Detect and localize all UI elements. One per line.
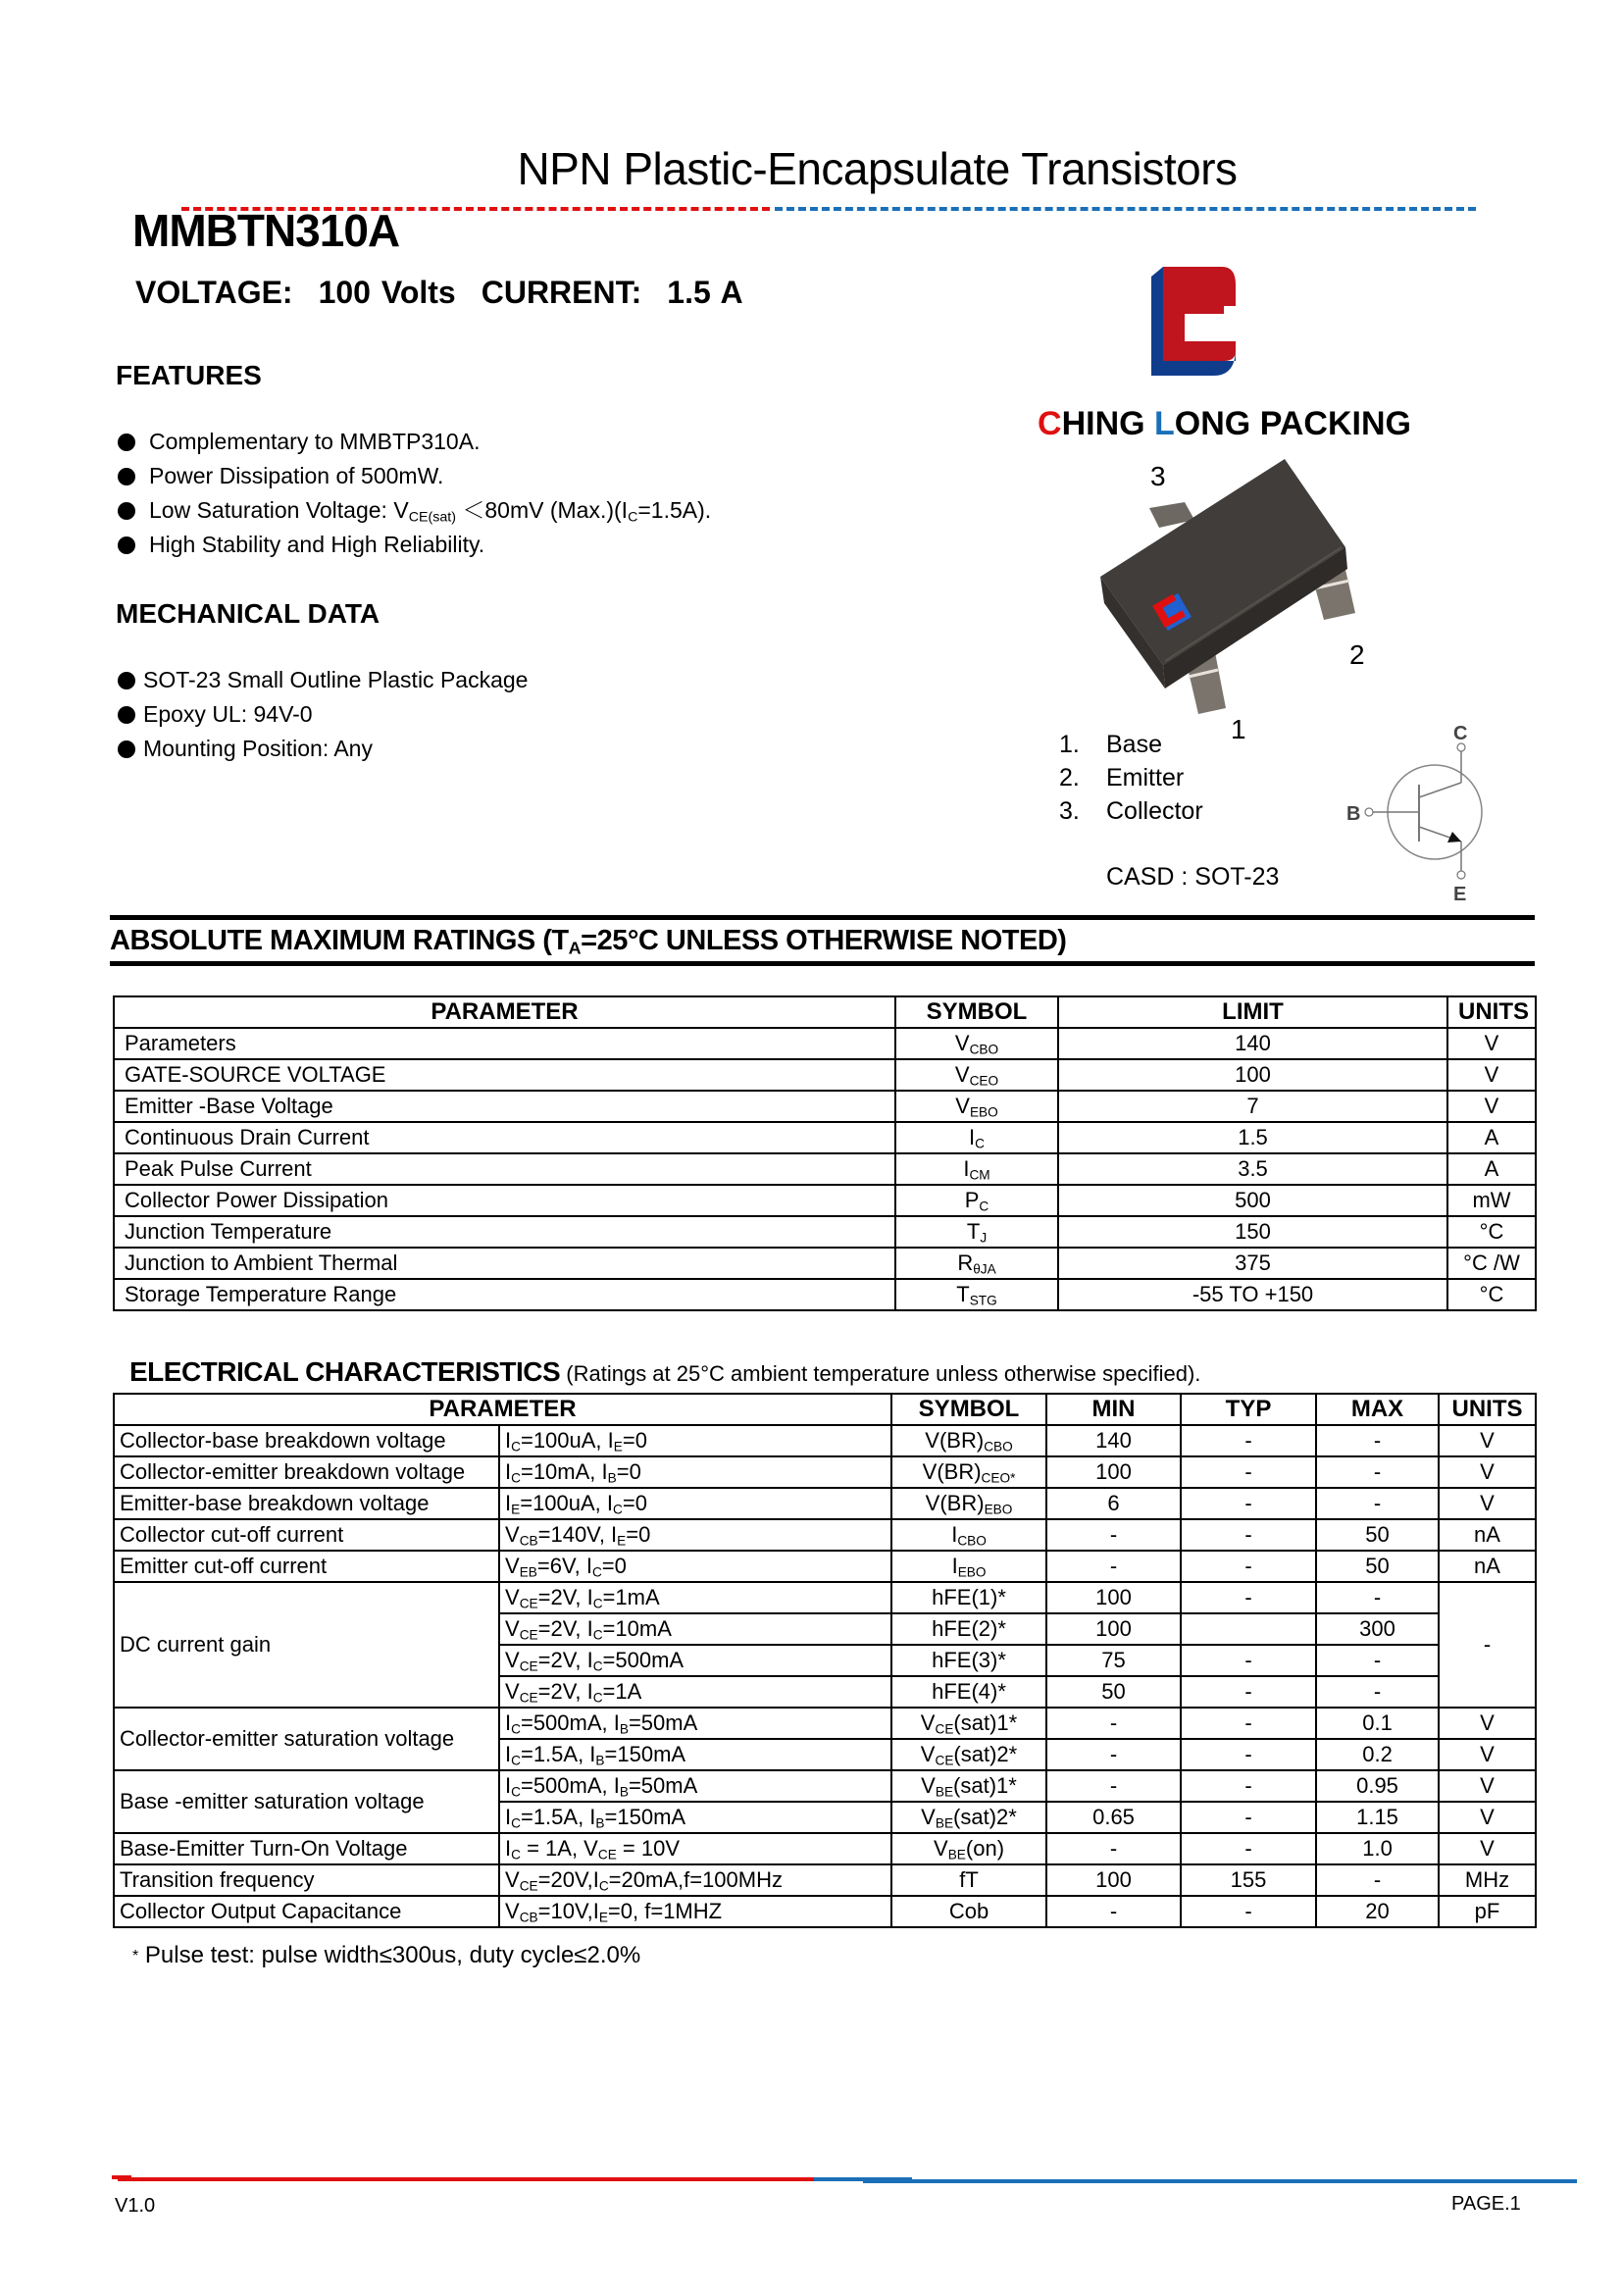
col-header: UNITS: [1439, 1394, 1536, 1425]
condition-cell: $V_{EB}=6V$, $I_C=0$: [499, 1551, 891, 1582]
param-cell: Base -emitter saturation voltage: [114, 1770, 499, 1833]
table-row: [114, 1864, 1536, 1896]
feature-item: Low Saturation Voltage: $V_{CE(sat)} <80mV$ $(Max.)(I_C=1.5A)$.: [118, 493, 711, 528]
mechanical-list: [118, 663, 528, 766]
param-cell: Continuous Drain Current: [114, 1122, 895, 1153]
unit-cell: V: [1439, 1456, 1536, 1488]
mechanical-item: Epoxy UL: 94V-0: [118, 697, 528, 732]
symbol-cell: $V_{CEO}$: [895, 1059, 1058, 1091]
typ-cell: -: [1181, 1802, 1316, 1833]
max-cell: 300: [1316, 1613, 1439, 1645]
symbol-cell: $I_C$: [895, 1122, 1058, 1153]
param-cell: Collector-base breakdown voltage: [114, 1425, 499, 1456]
limit-cell: 500: [1058, 1185, 1447, 1216]
features-list: [118, 425, 711, 562]
param-cell: Emitter cut-off current: [114, 1551, 499, 1582]
emitter-terminal-label: E: [1453, 884, 1467, 905]
param-cell: Collector Output Capacitance: [114, 1896, 499, 1927]
min-cell: -: [1046, 1770, 1181, 1802]
header-divider-blue: [775, 207, 1476, 211]
section-rule-bottom: [110, 961, 1535, 966]
electrical-title: ELECTRICAL CHARACTERISTICS (Ratings at 25°C ambient temperature unless otherwise specified).: [129, 1356, 1201, 1387]
table-row: [114, 1708, 1536, 1739]
page-number: PAGE.1: [1451, 2193, 1521, 2215]
min-cell: -: [1046, 1519, 1181, 1551]
table-header-row: [114, 1394, 1536, 1425]
unit-cell: MHz: [1439, 1864, 1536, 1896]
table-row: [114, 1551, 1536, 1582]
max-cell: -: [1316, 1425, 1439, 1456]
typ-cell: -: [1181, 1676, 1316, 1708]
footer-rule-blue: [863, 2179, 1577, 2183]
symbol-cell: $T_{STG}$: [895, 1279, 1058, 1310]
symbol-cell: hFE(4)*: [891, 1676, 1046, 1708]
limit-cell: 100: [1058, 1059, 1447, 1091]
symbol-cell: $R_{\theta JA}$: [895, 1248, 1058, 1279]
symbol-cell: $V(BR)_{CEO*}$: [891, 1456, 1046, 1488]
col-header: LIMIT: [1058, 996, 1447, 1028]
param-cell: Collector-emitter saturation voltage: [114, 1708, 499, 1770]
param-cell: Emitter-base breakdown voltage: [114, 1488, 499, 1519]
unit-cell: pF: [1439, 1896, 1536, 1927]
min-cell: -: [1046, 1896, 1181, 1927]
mechanical-heading: MECHANICAL DATA: [116, 598, 380, 629]
brand-name: CHING LONG PACKING: [1038, 405, 1411, 442]
document-title: NPN Plastic-Encapsulate Transistors: [517, 143, 1238, 194]
symbol-cell: $P_C$: [895, 1185, 1058, 1216]
pin-item: 2. Emitter: [1059, 764, 1185, 791]
param-cell: Transition frequency: [114, 1864, 499, 1896]
limit-cell: 150: [1058, 1216, 1447, 1248]
symbol-cell: $V_{BE}(on)$: [891, 1833, 1046, 1864]
bullet-icon: [118, 434, 135, 451]
symbol-cell: $V_{EBO}$: [895, 1091, 1058, 1122]
symbol-cell: hFE(2)*: [891, 1613, 1046, 1645]
table-row: [114, 1216, 1536, 1248]
max-cell: 50: [1316, 1519, 1439, 1551]
param-cell: Emitter -Base Voltage: [114, 1091, 895, 1122]
col-header: TYP: [1181, 1394, 1316, 1425]
min-cell: -: [1046, 1739, 1181, 1770]
typ-cell: [1181, 1613, 1316, 1645]
min-cell: 50: [1046, 1676, 1181, 1708]
condition-cell: $I_C=1.5A$, $I_B=150mA$: [499, 1802, 891, 1833]
table-row: [114, 1153, 1536, 1185]
max-cell: -: [1316, 1488, 1439, 1519]
symbol-cell: $I_{EBO}$: [891, 1551, 1046, 1582]
bullet-icon: [118, 740, 135, 758]
symbol-cell: $V_{CE}(sat)1*$: [891, 1708, 1046, 1739]
typ-cell: -: [1181, 1833, 1316, 1864]
unit-cell: °C: [1447, 1216, 1536, 1248]
condition-cell: $I_C=500mA$, $I_B=50mA$: [499, 1708, 891, 1739]
typ-cell: -: [1181, 1896, 1316, 1927]
electrical-body: [114, 1425, 1536, 1927]
pin-item: 3. Collector: [1059, 797, 1203, 825]
table-row: [114, 1488, 1536, 1519]
table-row: [114, 1185, 1536, 1216]
min-cell: 140: [1046, 1425, 1181, 1456]
symbol-cell: hFE(3)*: [891, 1645, 1046, 1676]
max-cell: 20: [1316, 1896, 1439, 1927]
min-cell: 75: [1046, 1645, 1181, 1676]
min-cell: 100: [1046, 1864, 1181, 1896]
table-row: [114, 1582, 1536, 1613]
typ-cell: 155: [1181, 1864, 1316, 1896]
table-row: [114, 1770, 1536, 1802]
base-terminal-label: B: [1346, 803, 1361, 825]
bullet-icon: [118, 706, 135, 724]
param-cell: Storage Temperature Range: [114, 1279, 895, 1310]
symbol-cell: $V_{CE}(sat)2*$: [891, 1739, 1046, 1770]
table-row: [114, 1519, 1536, 1551]
min-cell: 0.65: [1046, 1802, 1181, 1833]
max-cell: -: [1316, 1645, 1439, 1676]
table-row: [114, 1248, 1536, 1279]
condition-cell: $I_C=1.5A$, $I_B=150mA$: [499, 1739, 891, 1770]
case-label: CASD : SOT-23: [1106, 863, 1280, 891]
voltage-label: VOLTAGE:: [135, 275, 293, 310]
table-row: [114, 1028, 1536, 1059]
typ-cell: -: [1181, 1770, 1316, 1802]
table-row: [114, 1122, 1536, 1153]
condition-cell: $I_C=10mA$, $I_B=0$: [499, 1456, 891, 1488]
param-cell: Collector-emitter breakdown voltage: [114, 1456, 499, 1488]
collector-terminal-label: C: [1453, 726, 1468, 744]
param-cell: DC current gain: [114, 1582, 499, 1708]
min-cell: 100: [1046, 1456, 1181, 1488]
table-row: [114, 1425, 1536, 1456]
part-number: MMBTN310A: [132, 205, 400, 256]
min-cell: 100: [1046, 1613, 1181, 1645]
symbol-cell: $V_{BE}(sat)2*$: [891, 1802, 1046, 1833]
param-cell: Base-Emitter Turn-On Voltage: [114, 1833, 499, 1864]
pin-list: [1059, 728, 1203, 828]
param-cell: Collector Power Dissipation: [114, 1185, 895, 1216]
condition-cell: $V_{CE}=2V$, $I_C=1mA$: [499, 1582, 891, 1613]
unit-cell: V: [1439, 1708, 1536, 1739]
symbol-cell: $I_{CBO}$: [891, 1519, 1046, 1551]
unit-cell: mW: [1447, 1185, 1536, 1216]
version-label: V1.0: [115, 2195, 156, 2217]
condition-cell: $V_{CE}=2V$, $I_C=500mA$: [499, 1645, 891, 1676]
min-cell: 6: [1046, 1488, 1181, 1519]
symbol-cell: $V(BR)_{CBO}$: [891, 1425, 1046, 1456]
condition-cell: $I_E=100uA$, $I_C=0$: [499, 1488, 891, 1519]
typ-cell: -: [1181, 1519, 1316, 1551]
unit-cell: A: [1447, 1153, 1536, 1185]
unit-cell: V: [1439, 1833, 1536, 1864]
table-row: [114, 1059, 1536, 1091]
col-header: PARAMETER: [114, 996, 895, 1028]
max-cell: 50: [1316, 1551, 1439, 1582]
min-cell: -: [1046, 1833, 1181, 1864]
condition-cell: $V_{CE}=2V$, $I_C=1A$: [499, 1676, 891, 1708]
typ-cell: -: [1181, 1645, 1316, 1676]
unit-cell: V: [1439, 1770, 1536, 1802]
voltage-value: 100 Volts: [318, 275, 456, 310]
unit-cell: nA: [1439, 1519, 1536, 1551]
bullet-icon: [118, 536, 135, 554]
ratings-summary: [135, 275, 743, 311]
condition-cell: $I_C = 1A$, $V_{CE} = 10V$: [499, 1833, 891, 1864]
col-header: UNITS: [1447, 996, 1536, 1028]
param-cell: Peak Pulse Current: [114, 1153, 895, 1185]
max-cell: -: [1316, 1864, 1439, 1896]
max-cell: 1.15: [1316, 1802, 1439, 1833]
typ-cell: -: [1181, 1582, 1316, 1613]
abs-max-title: ABSOLUTE MAXIMUM RATINGS ($T_A=25^\circ C$ UNLESS OTHERWISE NOTED): [110, 925, 1067, 958]
unit-cell: °C /W: [1447, 1248, 1536, 1279]
param-cell: Junction to Ambient Thermal: [114, 1248, 895, 1279]
max-cell: 0.95: [1316, 1770, 1439, 1802]
features-heading: FEATURES: [116, 360, 262, 390]
max-cell: 0.2: [1316, 1739, 1439, 1770]
footer-rule-red: [118, 2177, 814, 2181]
electrical-table: [113, 1393, 1537, 1928]
current-label: CURRENT:: [481, 275, 642, 310]
mechanical-item: Mounting Position: Any: [118, 732, 528, 766]
mechanical-item: SOT-23 Small Outline Plastic Package: [118, 663, 528, 697]
symbol-cell: $V(BR)_{EBO}$: [891, 1488, 1046, 1519]
unit-cell: °C: [1447, 1279, 1536, 1310]
condition-cell: $I_C=500mA$, $I_B=50mA$: [499, 1770, 891, 1802]
abs-max-table: [113, 995, 1537, 1311]
table-row: [114, 1091, 1536, 1122]
typ-cell: -: [1181, 1456, 1316, 1488]
symbol-cell: hFE(1)*: [891, 1582, 1046, 1613]
typ-cell: -: [1181, 1551, 1316, 1582]
col-header: SYMBOL: [895, 996, 1058, 1028]
typ-cell: -: [1181, 1739, 1316, 1770]
max-cell: -: [1316, 1456, 1439, 1488]
symbol-cell: Cob: [891, 1896, 1046, 1927]
min-cell: -: [1046, 1551, 1181, 1582]
unit-cell: V: [1447, 1059, 1536, 1091]
pin-item: 1. Base: [1059, 731, 1162, 758]
limit-cell: -55 TO +150: [1058, 1279, 1447, 1310]
symbol-cell: $V_{BE}(sat)1*$: [891, 1770, 1046, 1802]
bullet-icon: [118, 672, 135, 689]
limit-cell: 3.5: [1058, 1153, 1447, 1185]
bullet-icon: [118, 468, 135, 485]
condition-cell: $V_{CB}=10V,I_E=0$, f=1MHZ: [499, 1896, 891, 1927]
max-cell: -: [1316, 1582, 1439, 1613]
cl-logo-icon: [1145, 265, 1253, 378]
max-cell: 1.0: [1316, 1833, 1439, 1864]
max-cell: -: [1316, 1676, 1439, 1708]
col-header: PARAMETER: [114, 1394, 891, 1425]
symbol-cell: fT: [891, 1864, 1046, 1896]
unit-cell: V: [1439, 1488, 1536, 1519]
limit-cell: 7: [1058, 1091, 1447, 1122]
param-cell: Parameters: [114, 1028, 895, 1059]
col-header: MIN: [1046, 1394, 1181, 1425]
pin-label-2: 2: [1349, 639, 1365, 670]
table-row: [114, 1456, 1536, 1488]
unit-cell: V: [1447, 1091, 1536, 1122]
current-value: 1.5 A: [667, 275, 743, 310]
condition-cell: $V_{CE}=20V,I_C=20mA,f=100MHz$: [499, 1864, 891, 1896]
typ-cell: -: [1181, 1425, 1316, 1456]
unit-cell: V: [1439, 1739, 1536, 1770]
pin-label-1: 1: [1231, 714, 1246, 744]
condition-cell: $V_{CE}=2V$, $I_C=10mA$: [499, 1613, 891, 1645]
feature-item: Power Dissipation of 500mW.: [118, 459, 711, 493]
condition-cell: $V_{CB}=140V$, $I_E=0$: [499, 1519, 891, 1551]
unit-cell: V: [1439, 1425, 1536, 1456]
pin-label-3: 3: [1150, 461, 1166, 491]
unit-cell: -: [1439, 1582, 1536, 1708]
typ-cell: -: [1181, 1488, 1316, 1519]
param-cell: GATE-SOURCE VOLTAGE: [114, 1059, 895, 1091]
col-header: SYMBOL: [891, 1394, 1046, 1425]
max-cell: 0.1: [1316, 1708, 1439, 1739]
unit-cell: nA: [1439, 1551, 1536, 1582]
col-header: MAX: [1316, 1394, 1439, 1425]
feature-item: Complementary to MMBTP310A.: [118, 425, 711, 459]
npn-transistor-symbol-icon: [1344, 726, 1515, 907]
table-row: [114, 1896, 1536, 1927]
table-row: [114, 1833, 1536, 1864]
unit-cell: V: [1439, 1802, 1536, 1833]
typ-cell: -: [1181, 1708, 1316, 1739]
symbol-cell: $V_{CBO}$: [895, 1028, 1058, 1059]
min-cell: 100: [1046, 1582, 1181, 1613]
symbol-cell: $I_{CM}$: [895, 1153, 1058, 1185]
unit-cell: A: [1447, 1122, 1536, 1153]
unit-cell: V: [1447, 1028, 1536, 1059]
pulse-test-footnote: * Pulse test: pulse width≤300us, duty cycle≤2.0%: [132, 1942, 641, 1968]
condition-cell: $I_C=100uA$, $I_E=0$: [499, 1425, 891, 1456]
limit-cell: 140: [1058, 1028, 1447, 1059]
table-header-row: [114, 996, 1536, 1028]
min-cell: -: [1046, 1708, 1181, 1739]
symbol-cell: $T_J$: [895, 1216, 1058, 1248]
limit-cell: 1.5: [1058, 1122, 1447, 1153]
sot23-package-image: [1079, 451, 1393, 745]
param-cell: Collector cut-off current: [114, 1519, 499, 1551]
feature-item: High Stability and High Reliability.: [118, 528, 711, 562]
abs-max-body: [114, 1028, 1536, 1310]
table-row: [114, 1279, 1536, 1310]
limit-cell: 375: [1058, 1248, 1447, 1279]
bullet-icon: [118, 502, 135, 520]
param-cell: Junction Temperature: [114, 1216, 895, 1248]
section-rule-top: [110, 915, 1535, 920]
